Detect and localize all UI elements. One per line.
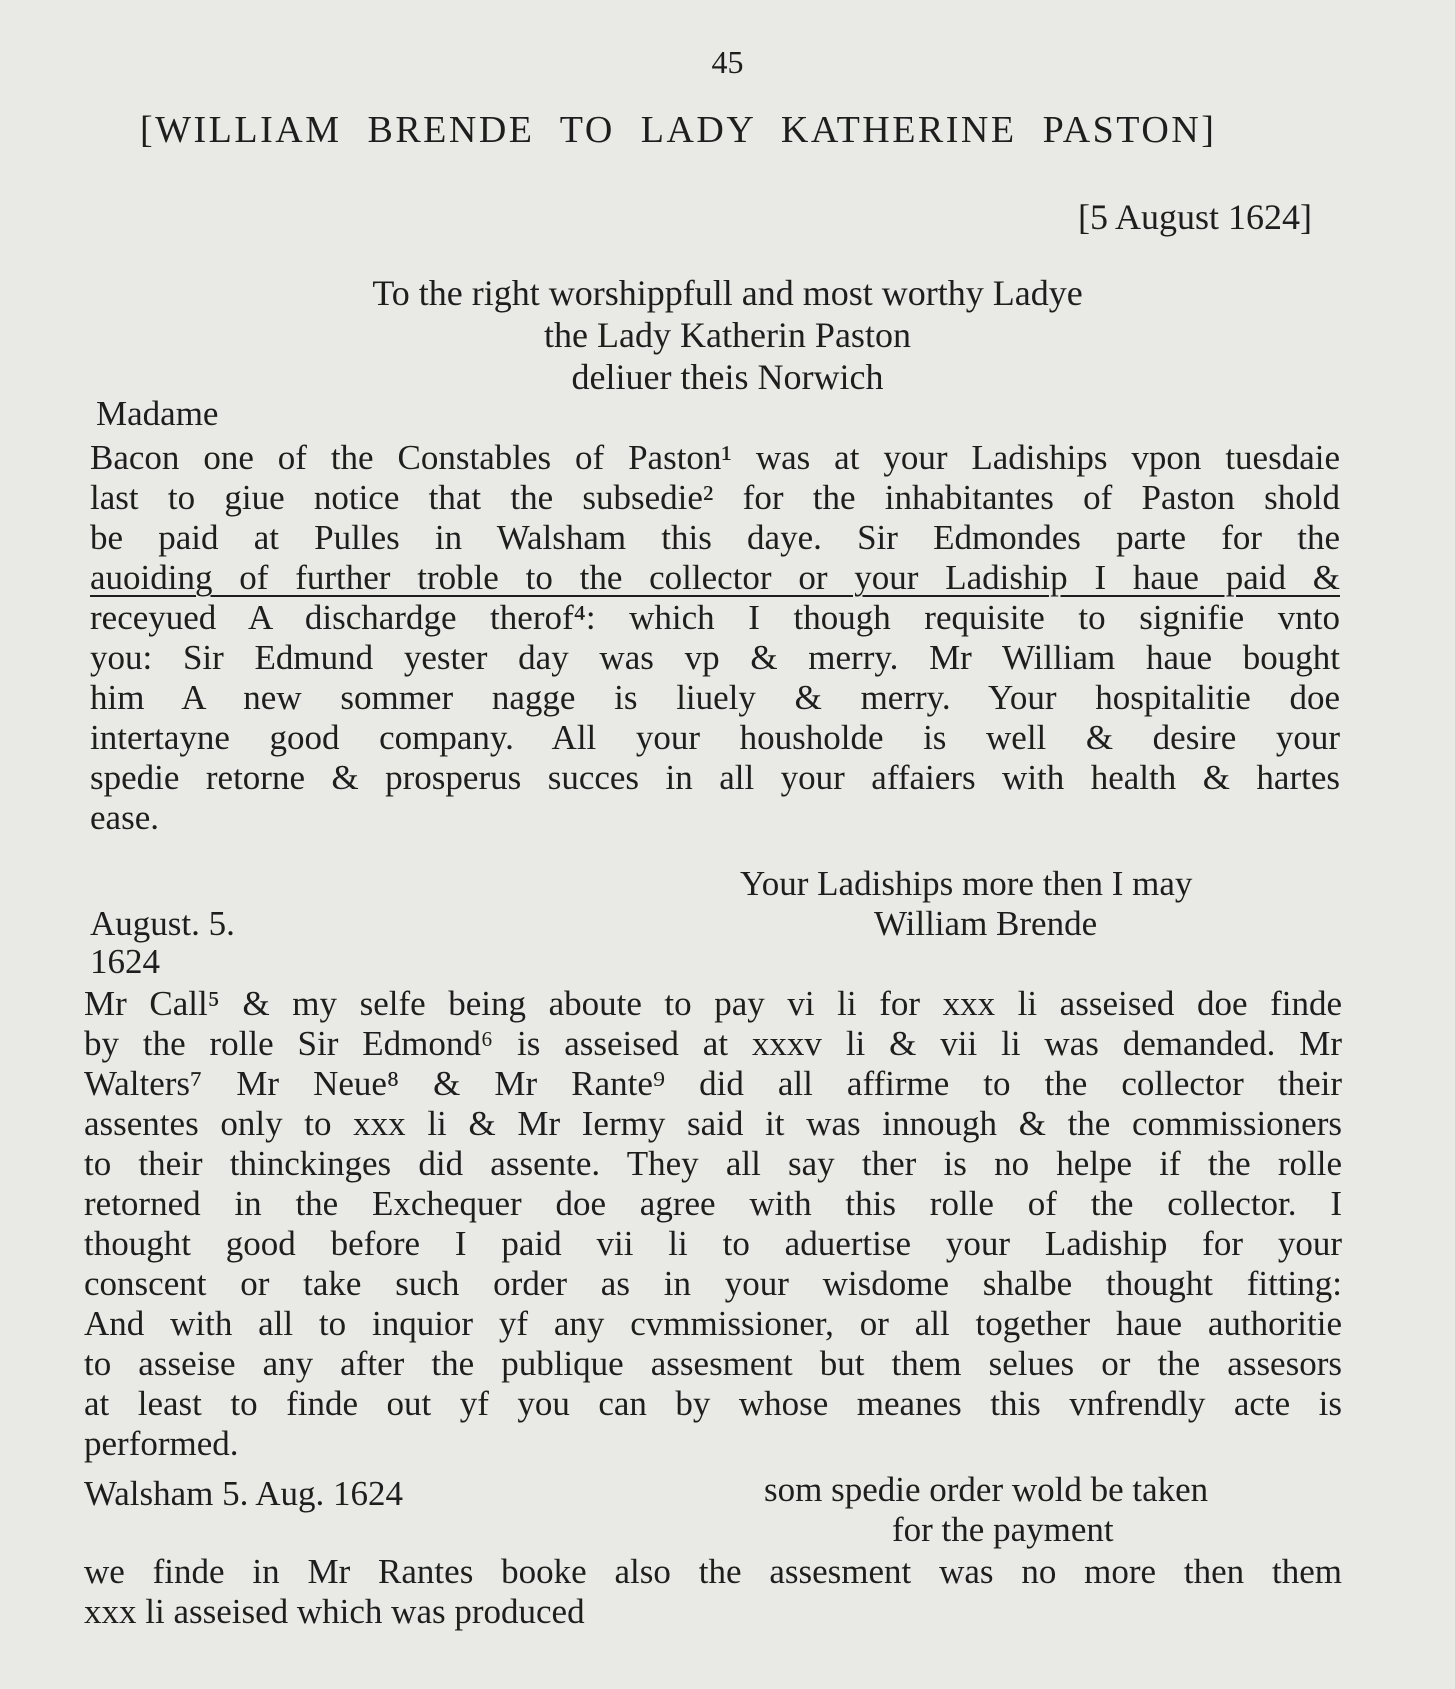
letter-line: him A new sommer nagge is liuely & merry. Your hospitalitie doe bbox=[90, 678, 1340, 717]
place-date: Walsham 5. Aug. 1624 bbox=[84, 1474, 403, 1513]
postscript-line: to their thinckinges did assente. They all say ther is no helpe if the rolle bbox=[84, 1144, 1342, 1183]
final-line: we finde in Mr Rantes booke also the assesment was no more then them bbox=[84, 1552, 1342, 1591]
letter-line: you: Sir Edmund yester day was vp & merry. Mr William haue bought bbox=[90, 638, 1340, 677]
postscript-line: Walters⁷ Mr Neue⁸ & Mr Rante⁹ did all affirme to the collector their bbox=[84, 1064, 1342, 1103]
postscript-line: Mr Call⁵ & my selfe being aboute to pay vi li for xxx li asseised doe finde bbox=[84, 984, 1342, 1023]
letter-body bbox=[90, 438, 1340, 838]
postscript-line: performed. bbox=[84, 1424, 239, 1463]
date-left: August. 5. bbox=[90, 904, 235, 943]
postscript-line: thought good before I paid vii li to aduertise your Ladiship for your bbox=[84, 1224, 1342, 1263]
signature: William Brende bbox=[874, 904, 1098, 943]
letter-line-underlined: auoiding of further troble to the collector or your Ladiship I haue paid & bbox=[90, 558, 1340, 597]
postscript-line: And with all to inquior yf any cvmmissioner, or all together haue authoritie bbox=[84, 1304, 1342, 1343]
order-line-1: som spedie order wold be taken bbox=[764, 1470, 1209, 1509]
letter-line: last to giue notice that the subsedie² for the inhabitantes of Paston shold bbox=[90, 478, 1340, 517]
postscript-line: to asseise any after the publique assesment but them selues or the assesors bbox=[84, 1344, 1342, 1383]
letter-line: spedie retorne & prosperus succes in all your affaiers with health & hartes bbox=[90, 758, 1340, 797]
postscript-line: conscent or take such order as in your wisdome shalbe thought fitting: bbox=[84, 1264, 1342, 1303]
letter-date: [5 August 1624] bbox=[1078, 197, 1312, 237]
letter-line: receyued A dischardge therof⁴: which I though requisite to signifie vnto bbox=[90, 598, 1340, 637]
page-number: 45 bbox=[711, 44, 744, 80]
letter-title: [WILLIAM BRENDE TO LADY KATHERINE PASTON] bbox=[140, 109, 1217, 151]
salutation: Madame bbox=[96, 394, 219, 433]
address-line-2: the Lady Katherin Paston bbox=[544, 315, 911, 355]
postscript-body bbox=[84, 984, 1342, 1464]
address-line-1: To the right worshippfull and most worthy Ladye bbox=[372, 273, 1083, 313]
final-line: xxx li asseised which was produced bbox=[84, 1592, 585, 1631]
letter-line: be paid at Pulles in Walsham this daye. Sir Edmondes parte for the bbox=[90, 518, 1340, 557]
final-body bbox=[84, 1552, 1342, 1632]
postscript-line: assentes only to xxx li & Mr Iermy said it was innough & the commissioners bbox=[84, 1104, 1342, 1143]
order-line-2: for the payment bbox=[892, 1510, 1114, 1549]
postscript-line: by the rolle Sir Edmond⁶ is asseised at xxxv li & vii li was demanded. Mr bbox=[84, 1024, 1342, 1063]
address-line-3: deliuer theis Norwich bbox=[571, 357, 884, 397]
letter-line: ease. bbox=[90, 798, 159, 837]
closing-line: Your Ladiships more then I may bbox=[740, 864, 1193, 903]
postscript-line: at least to finde out yf you can by whose meanes this vnfrendly acte is bbox=[84, 1384, 1342, 1423]
postscript-line: retorned in the Exchequer doe agree with this rolle of the collector. I bbox=[84, 1184, 1342, 1223]
letter-line: Bacon one of the Constables of Paston¹ was at your Ladiships vpon tuesdaie bbox=[90, 438, 1340, 477]
year-left: 1624 bbox=[90, 942, 160, 981]
letter-line: intertayne good company. All your housholde is well & desire your bbox=[90, 718, 1340, 757]
